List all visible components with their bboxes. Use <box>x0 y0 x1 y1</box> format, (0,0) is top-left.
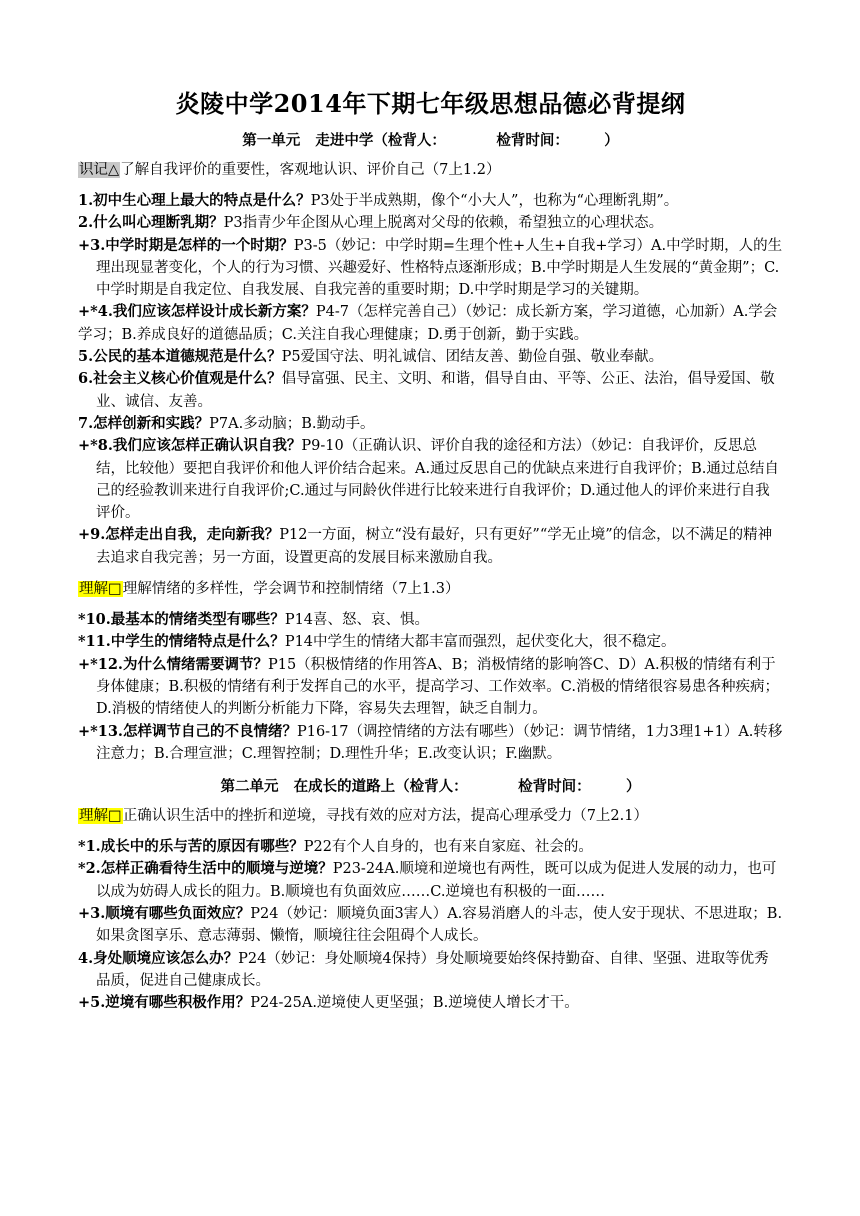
question-item <box>78 524 783 569</box>
question-item <box>78 631 783 653</box>
answer-text: P23-24A.顺境和逆境也有两性，既可以成为促进人发展的动力，也可以成为妨碍人成长的阻力。B.顺境也有负面效应……C.逆境也有积极的一面…… <box>96 861 777 900</box>
answer-text: P3指青少年企图从心理上脱离对父母的依赖，希望独立的心理状态。 <box>223 215 664 232</box>
question-text: +9.怎样走出自我，走向新我？ <box>78 526 280 544</box>
unit1-question-list-2 <box>78 609 783 765</box>
unit1-tag1-line <box>78 160 783 180</box>
answer-text: P9-10（正确认识、评价自我的途径和方法）（妙记：自我评价，反思总结，比较他）要把自我评价和他人评价结合起来。A.通过反思自己的优缺点来进行自我评价；B.通过总结自己的经验教训来进行自我评价;C.通过与同龄伙伴进行比较来进行自我评价；D.通过他人的评价来进行自我评价。 <box>96 438 779 522</box>
question-item <box>78 435 783 524</box>
unit2-heading: 第二单元 在成长的道路上（检背人： 检背时间： ） <box>220 778 641 796</box>
question-item <box>78 948 783 993</box>
answer-text: P3-5（妙记：中学时期=生理个性+人生+自我+学习）A.中学时期，人的生理出现显著变化，个人的行为习惯、兴趣爱好、性格特点逐渐形成；B.中学时期是人生发展的“黄金期”；C.中学时期是自我定位、自我发展、自我完善的重要时期；D.中学时期是学习的关键期。 <box>96 237 783 299</box>
unit2-question-list-1 <box>78 836 783 1014</box>
answer-text: P12一方面，树立“没有最好，只有更好”“学无止境”的信念，以不满足的精神去追求自我完善；另一方面，设置更高的发展目标来激励自我。 <box>96 527 773 566</box>
question-item <box>78 992 783 1014</box>
document-page <box>78 84 783 1015</box>
answer-text: P14喜、怒、哀、惧。 <box>284 612 430 629</box>
question-item <box>78 301 783 346</box>
question-text: +3.顺境有哪些负面效应？ <box>78 905 251 923</box>
answer-text: P24-25A.逆境使人更坚强；B.逆境使人增长才干。 <box>250 995 579 1012</box>
unit1-tag2-line <box>78 579 783 599</box>
question-item <box>78 212 783 234</box>
question-text: *11.中学生的情绪特点是什么？ <box>78 633 285 651</box>
question-text: 5.公民的基本道德规范是什么？ <box>78 348 282 366</box>
page-title: 炎陵中学2014年下期七年级思想品德必背提纲 <box>175 89 686 118</box>
question-item <box>78 346 783 368</box>
question-text: *2.怎样正确看待生活中的顺境与逆境？ <box>78 860 333 878</box>
unit2-tag1-line <box>78 806 783 826</box>
memorize-tag: 识记△ <box>79 162 120 178</box>
question-text: +*4.我们应该怎样设计成长新方案？ <box>78 303 316 321</box>
answer-text: 倡导富强、民主、文明、和谐，倡导自由、平等、公正、法治，倡导爱国、敬业、诚信、友善。 <box>96 371 775 410</box>
question-text: +*12.为什么情绪需要调节？ <box>78 655 268 673</box>
answer-text: P24（妙记：顺境负面3害人）A.容易消磨人的斗志，使人安于现状、不思进取；B.如果贪图享乐、意志薄弱、懒惰，顺境往往会阻碍个人成长。 <box>96 906 783 945</box>
answer-text: P22有个人自身的，也有来自家庭、社会的。 <box>303 839 593 856</box>
question-item <box>78 190 783 212</box>
understand-tag: 理解□ <box>79 581 122 598</box>
question-item <box>78 836 783 858</box>
question-text: +3.中学时期是怎样的一个时期？ <box>78 236 294 254</box>
answer-text: P24（妙记：身处顺境4保持）身处顺境要始终保持勤奋、自律、坚强、进取等优秀品质，促进自己健康成长。 <box>96 950 769 989</box>
question-text: 2.什么叫心理断乳期？ <box>78 214 224 232</box>
answer-text: P7A.多动脑；B.勤动手。 <box>209 415 375 432</box>
question-item <box>78 413 783 435</box>
question-text: +5.逆境有哪些积极作用？ <box>78 994 251 1012</box>
question-item <box>78 654 783 721</box>
answer-text: P16-17（调控情绪的方法有哪些）（妙记：调节情绪，1力3理1+1）A.转移注意力；B.合理宣泄；C.理智控制；D.理性升华；E.改变认识；F.幽默。 <box>96 723 783 762</box>
question-text: +*13.怎样调节自己的不良情绪？ <box>78 722 297 740</box>
unit1-heading: 第一单元 走进中学（检背人： 检背时间： ） <box>242 132 619 149</box>
question-item <box>78 858 783 903</box>
question-item <box>78 368 783 413</box>
answer-text: P5爱国守法、明礼诚信、团结友善、勤俭自强、敬业奉献。 <box>281 349 664 366</box>
question-item <box>78 609 783 631</box>
question-text: *1.成长中的乐与苦的原因有哪些？ <box>78 838 304 856</box>
question-text: *10.最基本的情绪类型有哪些？ <box>78 611 285 629</box>
question-item <box>78 721 783 766</box>
question-text: 1.初中生心理上最大的特点是什么？ <box>78 192 311 209</box>
question-item <box>78 903 783 948</box>
question-text: 4.身处顺境应该怎么办？ <box>78 949 239 967</box>
tag-text: 理解情绪的多样性，学会调节和控制情绪（7上1.3） <box>122 581 460 598</box>
question-item <box>78 235 783 302</box>
understand-tag: 理解□ <box>79 808 122 825</box>
question-text: +*8.我们应该怎样正确认识自我？ <box>78 437 302 455</box>
answer-text: P15（积极情绪的作用答A、B；消极情绪的影响答C、D）A.积极的情绪有利于身体健康；B.积极的情绪有利于发挥自己的水平，提高学习、工作效率。C.消极的情绪很容易患各种疾病；D.消极的情绪使人的判断分析能力下降，容易失去理智，缺乏自制力。 <box>96 656 779 718</box>
answer-text: P14中学生的情绪大都丰富而强烈，起伏变化大，很不稳定。 <box>284 634 676 651</box>
tag-text: 了解自我评价的重要性，客观地认识、评价自己（7上1.2） <box>120 162 501 178</box>
question-text: 6.社会主义核心价值观是什么？ <box>78 370 282 388</box>
unit1-question-list-1 <box>78 190 783 569</box>
question-text: 7.怎样创新和实践？ <box>78 414 210 432</box>
answer-text: P4-7（怎样完善自己）（妙记：成长新方案，学习道德，心加新）A.学会学习；B.养成良好的道德品质；C.关注自我心理健康；D.勇于创新，勤于实践。 <box>78 304 778 343</box>
answer-text: P3处于半成熟期，像个“小大人”，也称为“心理断乳期”。 <box>310 193 679 209</box>
tag-text: 正确认识生活中的挫折和逆境，寻找有效的应对方法，提高心理承受力（7上2.1） <box>122 808 648 825</box>
